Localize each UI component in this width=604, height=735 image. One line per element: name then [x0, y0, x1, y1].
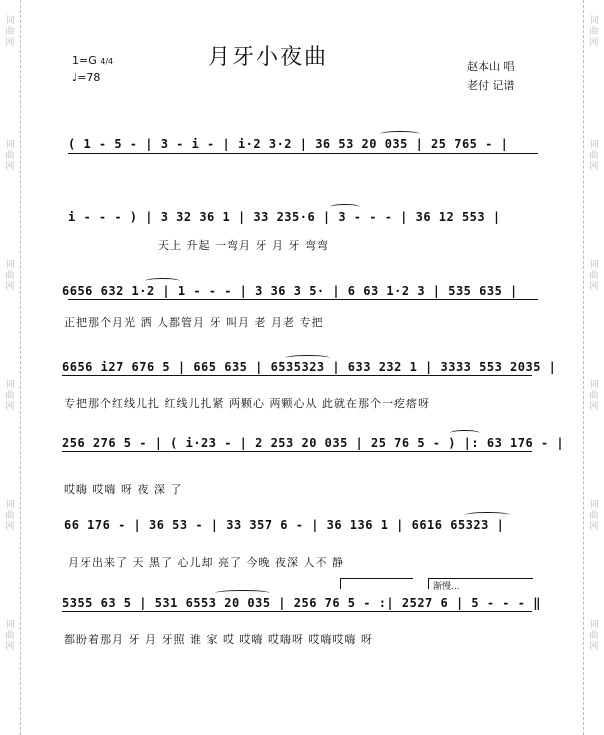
- watermark-right-1: 词 曲 网: [589, 16, 599, 48]
- slur: [450, 430, 480, 436]
- score-row-7-lyrics: 都盼着那月 牙 月 牙照 谁 家 哎 哎嗨 哎嗨呀 哎嗨哎嗨 呀: [64, 633, 373, 646]
- beam-underline-row-5: [62, 451, 532, 452]
- watermark-right-4: 词 曲 网: [589, 380, 599, 412]
- score-row-3-notes: 6656 632 1·2 | 1 - - - | 3 36 3 5· | 6 63 1·2 3 | 535 635 |: [62, 284, 518, 298]
- score-row-6-notes: 66 176 - | 36 53 - | 33 357 6 - | 36 136 1 | 6616 65323 |: [64, 518, 505, 532]
- watermark-left-6: 词 曲 网: [5, 620, 15, 652]
- beam-underline-row-7: [62, 611, 532, 612]
- score-row-4-notes: 6656 i27 676 5 | 665 635 | 6535323 | 633 232 1 | 3333 553 2035 |: [62, 360, 557, 374]
- key-and-meter: [72, 54, 113, 67]
- transcriber-credit: 老付 记谱: [467, 79, 515, 92]
- beam-underline-row-1: [68, 153, 538, 154]
- score-row-7-notes: 5355 63 5 | 531 6553 20 035 | 256 76 5 - :| 2527 6 | 5 - - - ‖: [62, 596, 541, 610]
- watermark-right-6: 词 曲 网: [589, 620, 599, 652]
- watermark-left-5: 词 曲 网: [5, 500, 15, 532]
- watermark-right-5: 词 曲 网: [589, 500, 599, 532]
- score-row-4-lyrics: 专把那个红线儿扎 红线儿扎紧 两颗心 两颗心从 此就在那个一疙瘩呀: [64, 397, 430, 410]
- watermark-left-1: 词 曲 网: [5, 16, 15, 48]
- slur: [380, 131, 420, 137]
- watermark-left-3: 词 曲 网: [5, 260, 15, 292]
- singer-credit: 赵本山 唱: [467, 60, 515, 73]
- score-row-1-notes: ( 1 - 5 - | 3 - i - | i·2 3·2 | 36 53 20 035 | 25 765 - |: [68, 137, 509, 151]
- watermark-right-2: 词 曲 网: [589, 140, 599, 172]
- first-ending-bracket: [340, 578, 413, 589]
- slur: [285, 355, 330, 361]
- score-row-2-lyrics: 天上 升起 一弯月 牙 月 牙 弯弯: [158, 239, 329, 252]
- slur: [215, 590, 270, 596]
- watermark-right-3: 词 曲 网: [589, 260, 599, 292]
- right-margin-line: [583, 0, 584, 735]
- slur: [330, 204, 360, 210]
- left-margin-line: [20, 0, 21, 735]
- ritardando-label: 渐慢...: [433, 582, 460, 592]
- song-title: 月牙小夜曲: [208, 45, 329, 70]
- score-row-2-notes: i - - - ) | 3 32 36 1 | 33 235·6 | 3 - - - | 36 12 553 |: [68, 210, 501, 224]
- score-row-3-lyrics: 正把那个月光 洒 人都管月 牙 叫月 老 月老 专把: [64, 316, 324, 329]
- score-row-5-lyrics: 哎嗨 哎嗨 呀 夜 深 了: [64, 483, 183, 496]
- beam-underline-row-3: [68, 299, 538, 300]
- watermark-left-4: 词 曲 网: [5, 380, 15, 412]
- tempo-mark: ♩=78: [72, 71, 101, 84]
- slur: [145, 278, 180, 284]
- slur: [465, 512, 510, 518]
- beam-underline-row-4: [62, 375, 532, 376]
- score-row-5-notes: 256 276 5 - | ( i·23 - | 2 253 20 035 | 25 76 5 - ) |: 63 176 - |: [62, 436, 565, 450]
- watermark-left-2: 词 曲 网: [5, 140, 15, 172]
- key-signature: 1=G: [72, 54, 97, 67]
- time-signature: 4/4: [100, 57, 114, 66]
- score-row-6-lyrics: 月牙出来了 天 黑了 心儿却 亮了 今晚 夜深 人不 静: [68, 556, 344, 569]
